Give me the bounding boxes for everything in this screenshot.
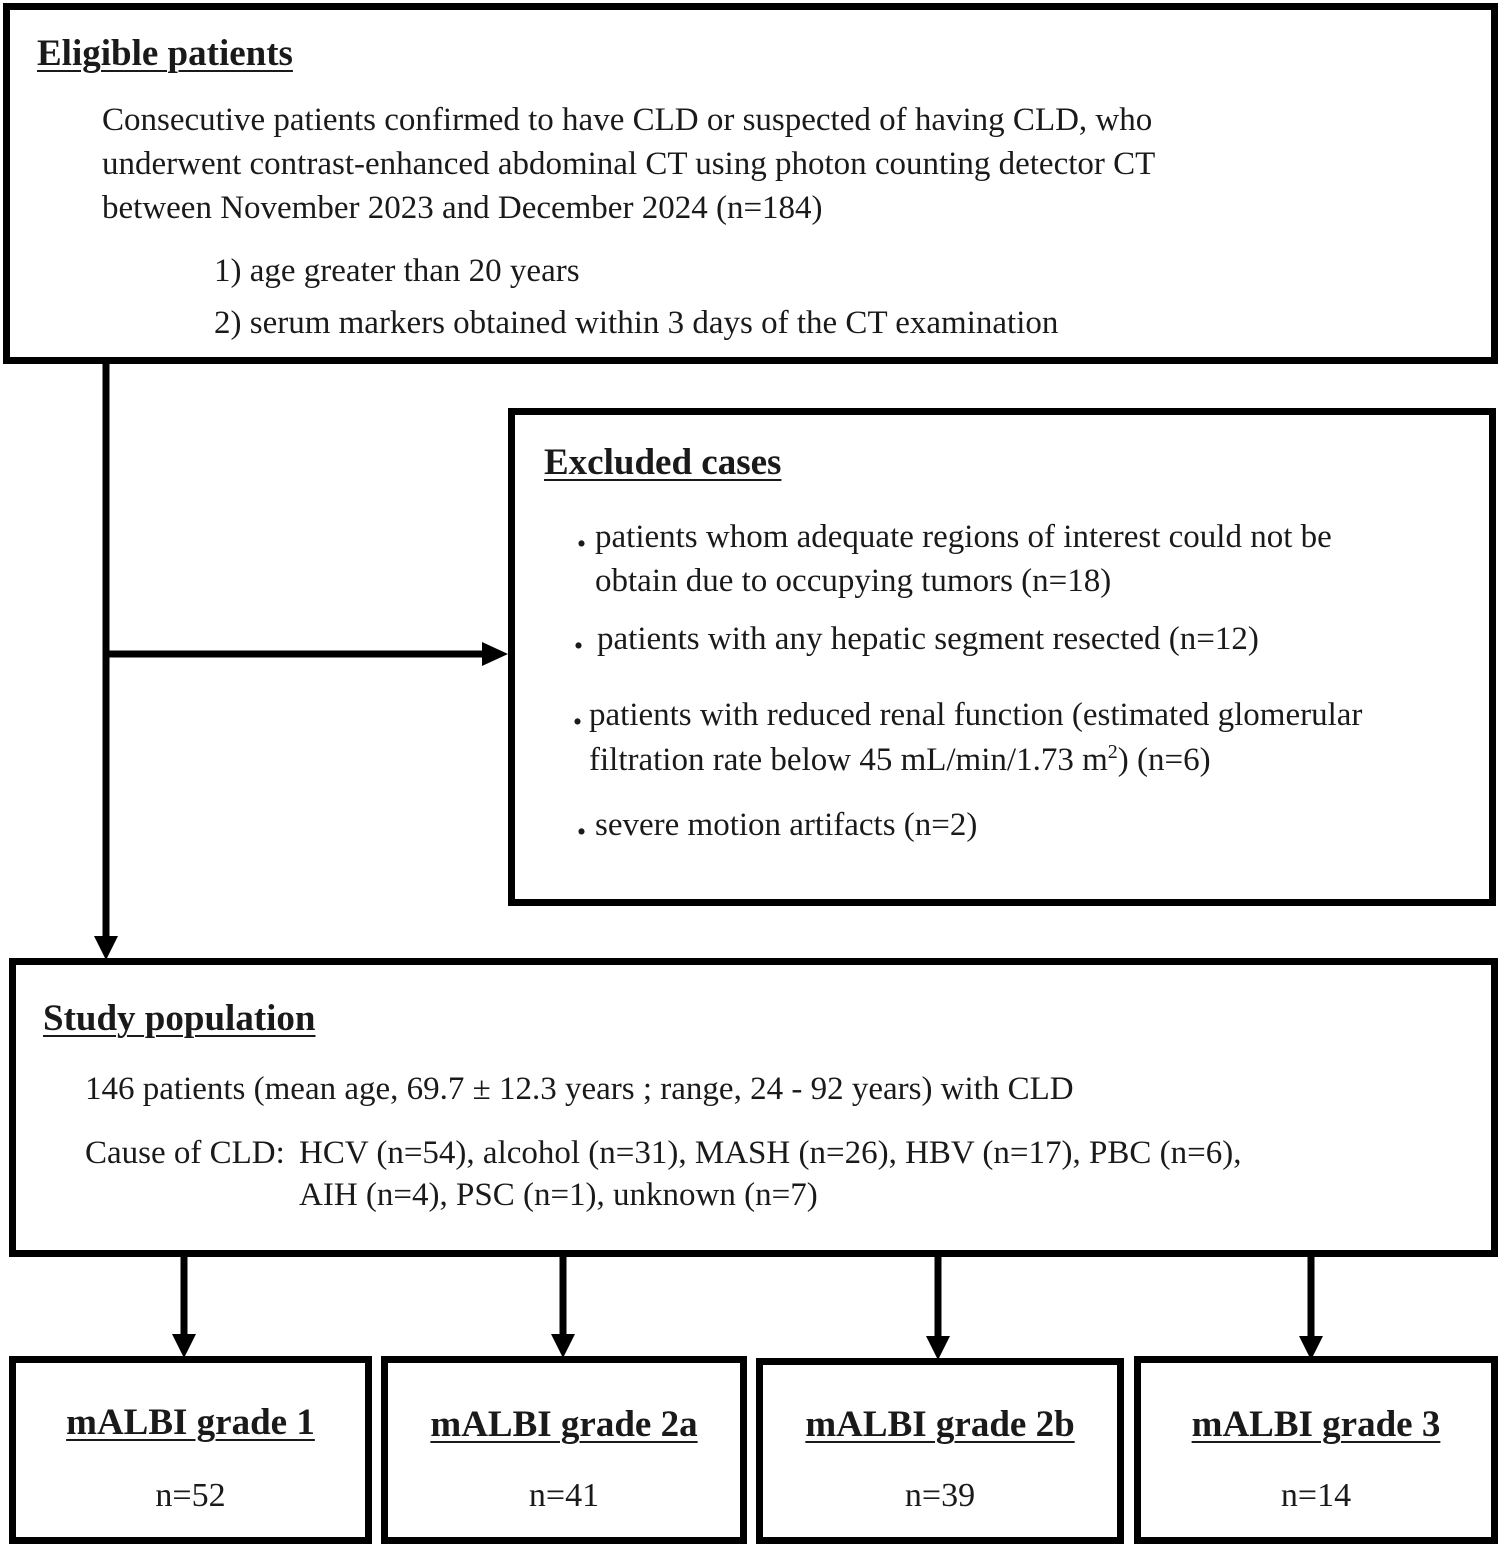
group-count-grade-2b: n=39	[904, 1477, 976, 1514]
inclusion-criterion-1: 1) age greater than 20 years	[214, 253, 580, 289]
study-population-summary: 146 patients (mean age, 69.7 ± 12.3 years ; range, 24 - 92 years) with CLD	[85, 1071, 1074, 1107]
cause-of-cld-line-2: AIH (n=4), PSC (n=1), unknown (n=7)	[299, 1177, 818, 1213]
main-flow-arrowhead	[94, 936, 118, 960]
eligible-description-line-2: underwent contrast-enhanced abdominal CT using photon counting detector CT	[102, 146, 1156, 182]
group-title-grade-2b: mALBI grade 2b	[805, 1404, 1075, 1445]
excluded-cases-box	[508, 408, 1496, 906]
group-box-grade-1	[9, 1356, 372, 1544]
group-count-grade-2a: n=41	[528, 1477, 600, 1514]
excluded-cases-title: Excluded cases	[544, 442, 782, 483]
grade1-arrowhead	[172, 1334, 196, 1358]
exclusion-bullet-1: ・	[565, 528, 598, 564]
group-box-grade-2b	[756, 1358, 1124, 1544]
exclusion-item-3-superscript: 2	[1107, 741, 1118, 763]
cause-of-cld-line-1: HCV (n=54), alcohol (n=31), MASH (n=26), HBV (n=17), PBC (n=6),	[299, 1135, 1242, 1171]
exclusion-bullet-2: ・	[562, 630, 595, 666]
exclusion-bullet-4: ・	[565, 816, 598, 852]
group-box-grade-2a	[381, 1356, 747, 1544]
eligible-patients-box	[3, 3, 1498, 364]
group-count-grade-3: n=14	[1280, 1477, 1352, 1514]
exclusion-item-3-line-2-text: filtration rate below 45 mL/min/1.73 m	[589, 742, 1108, 778]
exclusion-item-1-line-2: obtain due to occupying tumors (n=18)	[595, 563, 1112, 599]
group-count-grade-1: n=52	[155, 1477, 226, 1514]
exclusion-item-3-line-1: patients with reduced renal function (estimated glomerular	[589, 697, 1363, 733]
group-title-grade-1: mALBI grade 1	[66, 1402, 315, 1443]
exclusion-arrowhead	[482, 642, 508, 666]
eligible-description-line-1: Consecutive patients confirmed to have CLD or suspected of having CLD, who	[102, 102, 1153, 138]
exclusion-item-4-line-1: severe motion artifacts (n=2)	[595, 807, 978, 843]
study-population-box	[9, 958, 1498, 1257]
group-box-grade-3	[1134, 1356, 1498, 1544]
eligible-patients-title: Eligible patients	[37, 33, 293, 74]
exclusion-bullet-3: ・	[561, 706, 594, 742]
group-title-grade-3: mALBI grade 3	[1191, 1404, 1441, 1445]
exclusion-item-1-line-1: patients whom adequate regions of interest could not be	[595, 519, 1332, 555]
inclusion-criterion-2: 2) serum markers obtained within 3 days of the CT examination	[214, 305, 1059, 341]
group-title-grade-2a: mALBI grade 2a	[430, 1404, 698, 1445]
exclusion-item-3-line-2	[589, 741, 1211, 779]
exclusion-item-2-line-1: patients with any hepatic segment resected (n=12)	[597, 621, 1259, 657]
grade2a-arrowhead	[551, 1334, 575, 1358]
study-population-title: Study population	[43, 998, 316, 1039]
eligible-description-line-3: between November 2023 and December 2024 (n=184)	[102, 190, 823, 226]
cause-of-cld-label: Cause of CLD:	[85, 1135, 285, 1171]
exclusion-item-3-line-2-end: ) (n=6)	[1117, 742, 1211, 778]
grade2b-arrowhead	[926, 1336, 950, 1360]
